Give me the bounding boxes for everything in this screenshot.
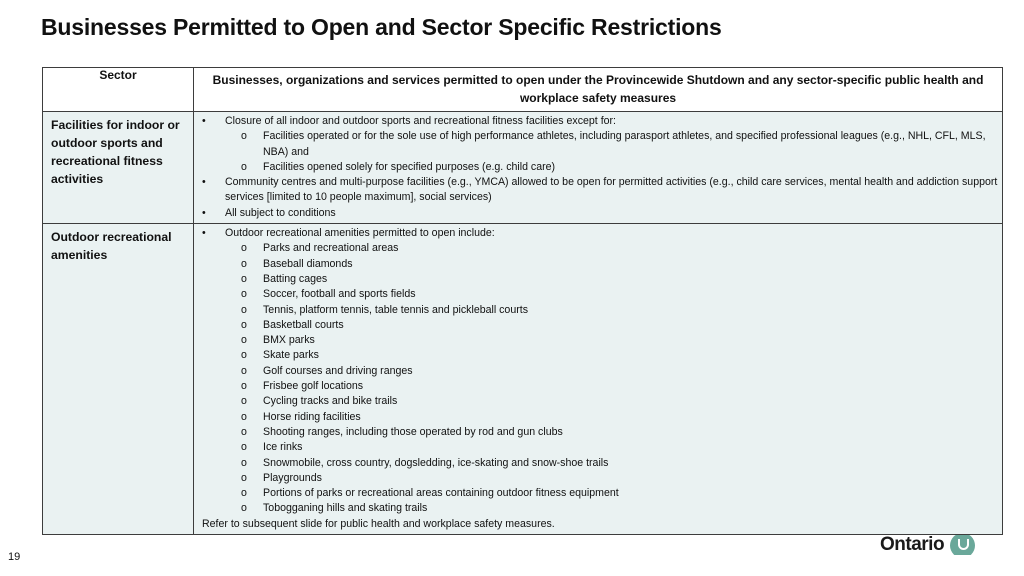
sub-bullet-item: o Ice rinks (201, 440, 998, 455)
sub-bullet-item: o Golf courses and driving ranges (201, 364, 998, 379)
logo-text: Ontario (880, 535, 945, 555)
sub-bullet-item: o Batting cages (201, 272, 998, 287)
sub-bullet-item: o Frisbee golf locations (201, 379, 998, 394)
sub-bullet-item: o Tobogganing hills and skating trails (201, 501, 998, 516)
sector-cell: Outdoor recreational amenities (43, 224, 194, 535)
measures-cell (194, 224, 1003, 535)
note-text: Refer to subsequent slide for public health and workplace safety measures. (202, 517, 555, 530)
bullet-item: • Community centres and multi-purpose facilities (e.g., YMCA) allowed to be open for permitted activities (e.g., child care services, mental health and addiction support services [limited to 10 people maximum], social services) (201, 175, 998, 206)
bullet-item: • Closure of all indoor and outdoor sports and recreational fitness facilities except for: (201, 114, 998, 129)
sub-bullet-item: o Shooting ranges, including those operated by rod and gun clubs (201, 425, 998, 440)
table-row (43, 112, 1003, 224)
table-header-row (43, 68, 1003, 112)
sub-bullet-item: o Facilities opened solely for specified purposes (e.g. child care) (201, 160, 998, 175)
ontario-logo (880, 535, 975, 555)
sub-bullet-item: o Baseball diamonds (201, 257, 998, 272)
sub-bullet-item: o Portions of parks or recreational areas containing outdoor fitness equipment (201, 486, 998, 501)
sub-bullet-item: o Cycling tracks and bike trails (201, 394, 998, 409)
sub-bullet-item: o Horse riding facilities (201, 410, 998, 425)
sub-bullet-item: o Tennis, platform tennis, table tennis and pickleball courts (201, 303, 998, 318)
sector-cell: Facilities for indoor or outdoor sports and recreational fitness activities (43, 112, 194, 224)
bullet-item: • Outdoor recreational amenities permitted to open include: (201, 226, 998, 241)
sub-bullet-item: o Skate parks (201, 348, 998, 363)
sub-bullet-item: o BMX parks (201, 333, 998, 348)
sub-bullet-item: o Snowmobile, cross country, dogsledding, ice-skating and snow-shoe trails (201, 456, 998, 471)
measures-cell (194, 112, 1003, 224)
sub-bullet-item: o Soccer, football and sports fields (201, 287, 998, 302)
sector-column-header: Sector (43, 68, 194, 112)
bullet-item: • All subject to conditions (201, 206, 998, 221)
permitted-column-header: Businesses, organizations and services permitted to open under the Provincewide Shutdown and any sector-specific public health and workplace safety measures (194, 68, 1003, 112)
sub-bullet-item: o Basketball courts (201, 318, 998, 333)
page-number: 19 (8, 551, 21, 563)
trillium-icon (950, 535, 975, 555)
table-body (43, 112, 1003, 535)
table-row (43, 224, 1003, 535)
sub-bullet-item: o Parks and recreational areas (201, 241, 998, 256)
restrictions-table (42, 67, 1003, 535)
sub-bullet-item: o Playgrounds (201, 471, 998, 486)
page-title: Businesses Permitted to Open and Sector Specific Restrictions (41, 14, 722, 40)
sub-bullet-item: o Facilities operated or for the sole use of high performance athletes, including parasport athletes, and specified professional leagues (e.g., NHL, CFL, MLS, NBA) and (201, 129, 998, 160)
